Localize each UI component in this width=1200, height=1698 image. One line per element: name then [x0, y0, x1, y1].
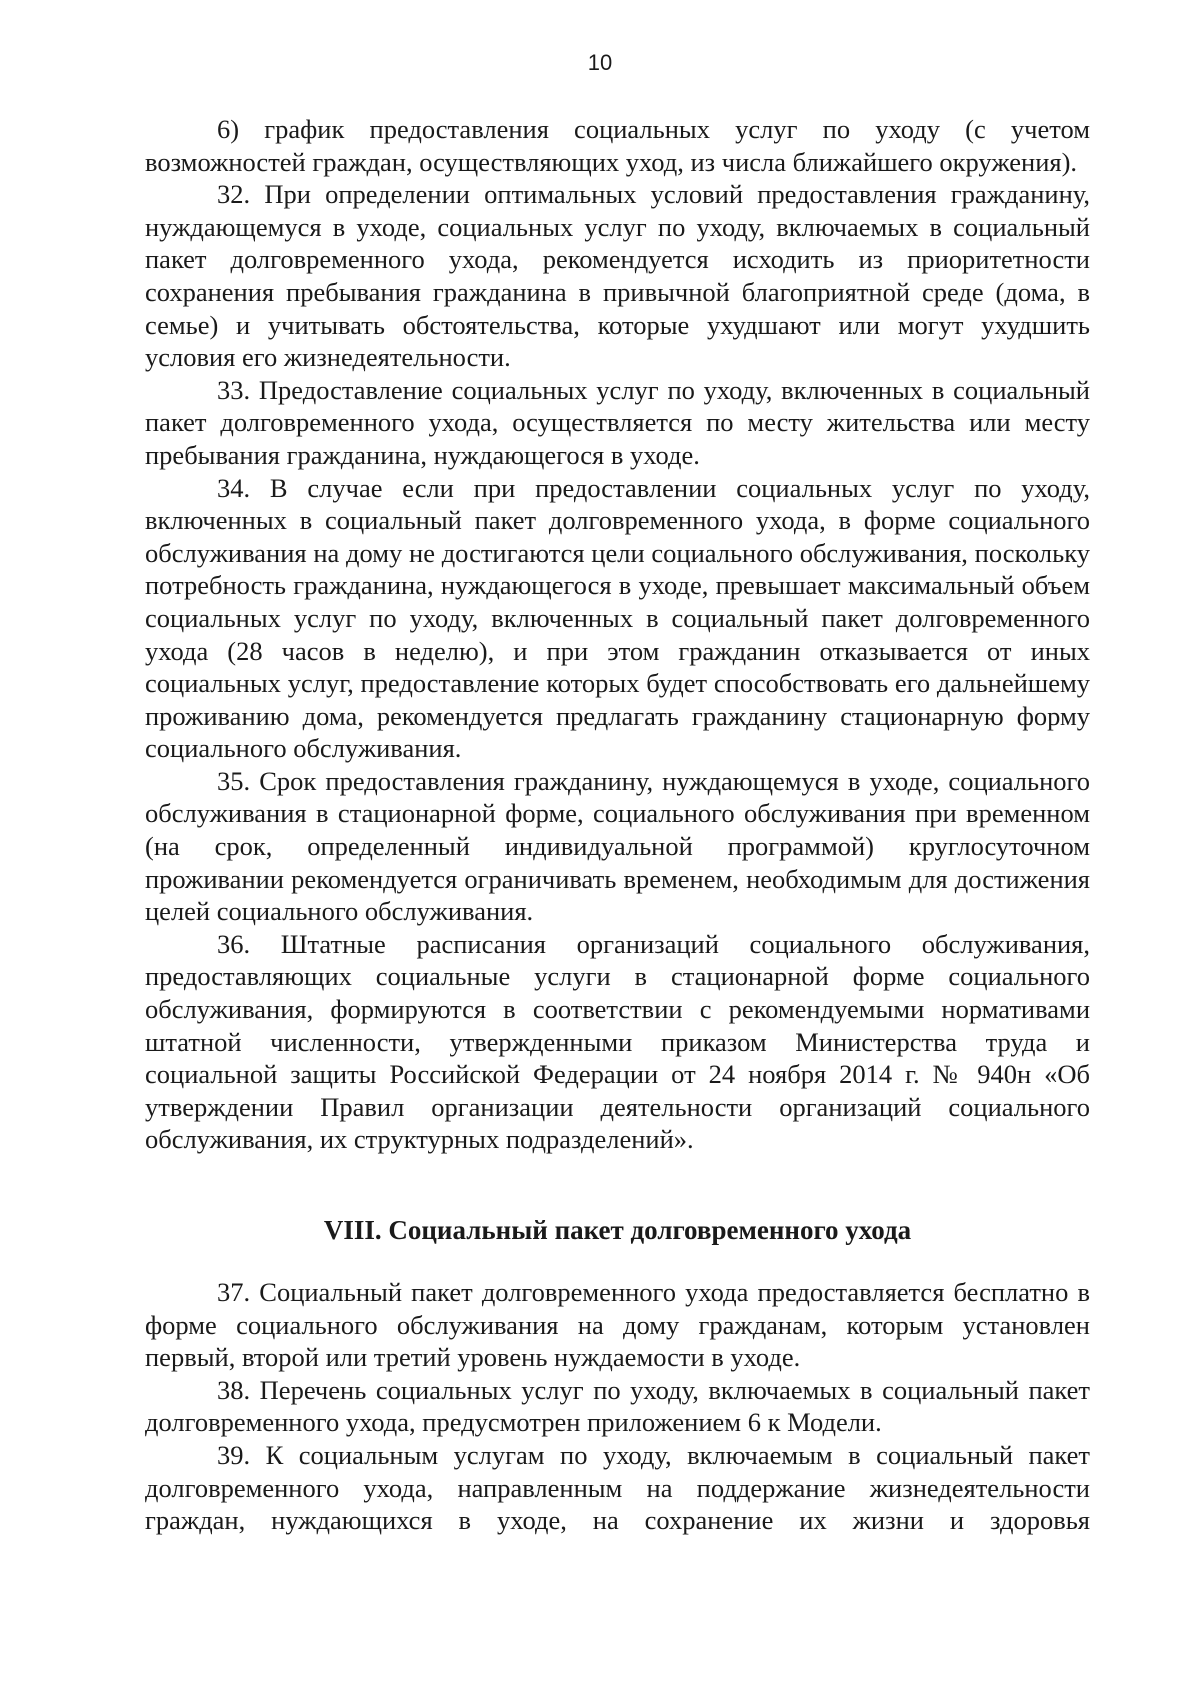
paragraph-6: 6) график предоставления социальных услуг по уходу (с учетом возможностей граждан, осуществляющих уход, из числа ближайшего окружения). — [145, 114, 1090, 177]
paragraph-35: 35. Срок предоставления гражданину, нуждающемуся в уходе, социального обслуживания в стационарной форме, социального обслуживания при временном (на срок, определенный индивидуальной программой) круглосуточном проживании рекомендуется ограничивать временем, необходимым для достижения целей социального обслуживания. — [145, 765, 1090, 927]
paragraph-34: 34. В случае если при предоставлении социальных услуг по уходу, включенных в социальный пакет долговременного ухода, в форме социального обслуживания на дому не достигаются цели социального обслуживания, поскольку потребность гражданина, нуждающегося в уходе, превышает максимальный объем социальных услуг по уходу, включенных в социальный пакет долговременного ухода (28 часов в неделю), и при этом гражданин отказывается от иных социальных услуг, предоставление которых будет способствовать его дальнейшему проживанию дома, рекомендуется предлагать гражданину стационарную форму социального обслуживания. — [145, 472, 1090, 764]
paragraph-38: 38. Перечень социальных услуг по уходу, включаемых в социальный пакет долговременного ухода, предусмотрен приложением 6 к Модели. — [145, 1374, 1090, 1438]
paragraph-33: 33. Предоставление социальных услуг по уходу, включенных в социальный пакет долговременного ухода, осуществляется по месту жительства или месту пребывания гражданина, нуждающегося в уходе. — [145, 374, 1090, 470]
paragraph-37: 37. Социальный пакет долговременного ухода предоставляется бесплатно в форме социального обслуживания на дому гражданам, которым установлен первый, второй или третий уровень нуждаемости в уходе. — [145, 1277, 1090, 1373]
paragraph-39: 39. К социальным услугам по уходу, включаемым в социальный пакет долговременного ухода, направленным на поддержание жизнедеятельности граждан, нуждающихся в уходе, на сохранение их жизни и здоровья — [145, 1439, 1090, 1536]
paragraph-36: 36. Штатные расписания организаций социального обслуживания, предоставляющих социальные услуги в стационарной форме социального обслуживания, формируются в соответствии с рекомендуемыми нормативами штатной численности, утвержденными приказом Министерства труда и социальной защиты Российской Федерации от 24 ноября 2014 г. № 940н «Об утверждении Правил организации деятельности организаций социального обслуживания, их структурных подразделений». — [145, 928, 1090, 1155]
page-number: 10 — [587, 50, 613, 75]
document-body — [145, 113, 1090, 1537]
section-heading: VIII. Социальный пакет долговременного ухода — [323, 1215, 912, 1245]
paragraph-32: 32. При определении оптимальных условий предоставления гражданину, нуждающемуся в уходе, социальных услуг по уходу, включаемых в социальный пакет долговременного ухода, рекомендуется исходить из приоритетности сохранения пребывания гражданина в привычной благоприятной среде (дома, в семье) и учитывать обстоятельства, которые ухудшают или могут ухудшить условия его жизнедеятельности. — [145, 179, 1090, 373]
